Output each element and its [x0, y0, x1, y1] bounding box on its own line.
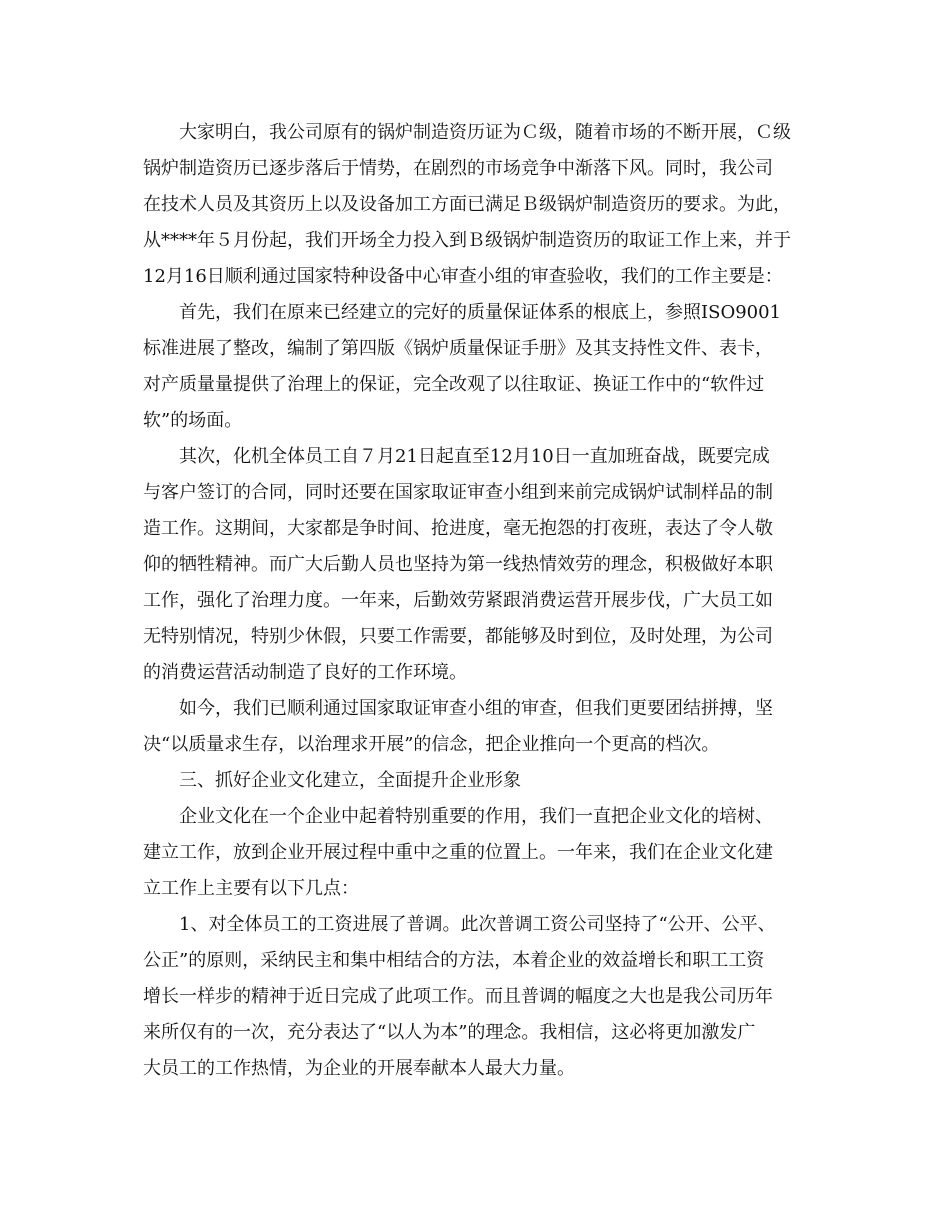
list-item-line: 1、对全体员工的工资进展了普调。此次普调工资公司坚持了“公开、公平、 — [179, 914, 776, 935]
paragraph-line: 建立工作，放到企业开展过程中重中之重的位置上。一年来，我们在企业文化建 — [143, 842, 773, 863]
paragraph-line: 对产质量量提供了治理上的保证，完全改观了以往取证、换证工作中的“软件过 — [143, 374, 765, 395]
paragraph-line: 大员工的工作热情，为企业的开展奉献本人最大力量。 — [143, 1058, 575, 1079]
paragraph-line: 企业文化在一个企业中起着特别重要的作用，我们一直把企业文化的培树、 — [179, 806, 773, 827]
paragraph-line: 标准进展了整改，编制了第四版《锅炉质量保证手册》及其支持性文件、表卡， — [143, 338, 773, 359]
paragraph-line: 决“以质量求生存，以治理求开展”的信念，把企业推向一个更高的档次。 — [143, 734, 720, 755]
paragraph-line: 造工作。这期间，大家都是争时间、抢进度，毫无抱怨的打夜班，表达了令人敬 — [143, 518, 773, 539]
paragraph-line: 公正”的原则，采纳民主和集中相结合的方法，本着企业的效益增长和职工工资 — [143, 950, 765, 971]
paragraph-line: 仰的牺牲精神。而广大后勤人员也坚持为第一线热情效劳的理念，积极做好本职 — [143, 554, 773, 575]
paragraph-line: 的消费运营活动制造了良好的工作环境。 — [143, 662, 467, 683]
paragraph-line: 大家明白，我公司原有的锅炉制造资历证为Ｃ级，随着市场的不断开展，Ｃ级 — [179, 122, 791, 143]
paragraph-line: 在技术人员及其资历上以及设备加工方面已满足Ｂ级锅炉制造资历的要求。为此， — [143, 194, 791, 215]
paragraph-line: 首先，我们在原来已经建立的完好的质量保证体系的根底上，参照ISO9001 — [179, 302, 782, 323]
paragraph-line: 如今，我们已顺利通过国家取证审查小组的审查，但我们更要团结拼搏，坚 — [179, 698, 773, 719]
paragraph-line: 来所仅有的一次，充分表达了“以人为本”的理念。我相信，这必将更加激发广 — [143, 1022, 756, 1043]
paragraph-line: 软”的场面。 — [143, 410, 243, 431]
paragraph-line: 锅炉制造资历已逐步落后于情势，在剧烈的市场竞争中渐落下风。同时，我公司 — [143, 158, 773, 179]
paragraph-line: 增长一样步的精神于近日完成了此项工作。而且普调的幅度之大也是我公司历年 — [143, 986, 773, 1007]
section-heading: 三、抓好企业文化建立，全面提升企业形象 — [179, 770, 521, 791]
paragraph-line: 12月16日顺利通过国家特种设备中心审查小组的审查验收，我们的工作主要是： — [143, 266, 783, 287]
paragraph-line: 其次，化机全体员工自７月21日起直至12月10日一直加班奋战，既要完成 — [179, 446, 770, 467]
paragraph-line: 从****年５月份起，我们开场全力投入到Ｂ级锅炉制造资历的取证工作上来，并于 — [143, 230, 791, 251]
paragraph-line: 与客户签订的合同，同时还要在国家取证审查小组到来前完成锅炉试制样品的制 — [143, 482, 773, 503]
paragraph-line: 无特别情况，特别少休假，只要工作需要，都能够及时到位，及时处理，为公司 — [143, 626, 773, 647]
paragraph-line: 工作，强化了治理力度。一年来，后勤效劳紧跟消费运营开展步伐，广大员工如 — [143, 590, 773, 611]
paragraph-line: 立工作上主要有以下几点： — [143, 878, 359, 899]
